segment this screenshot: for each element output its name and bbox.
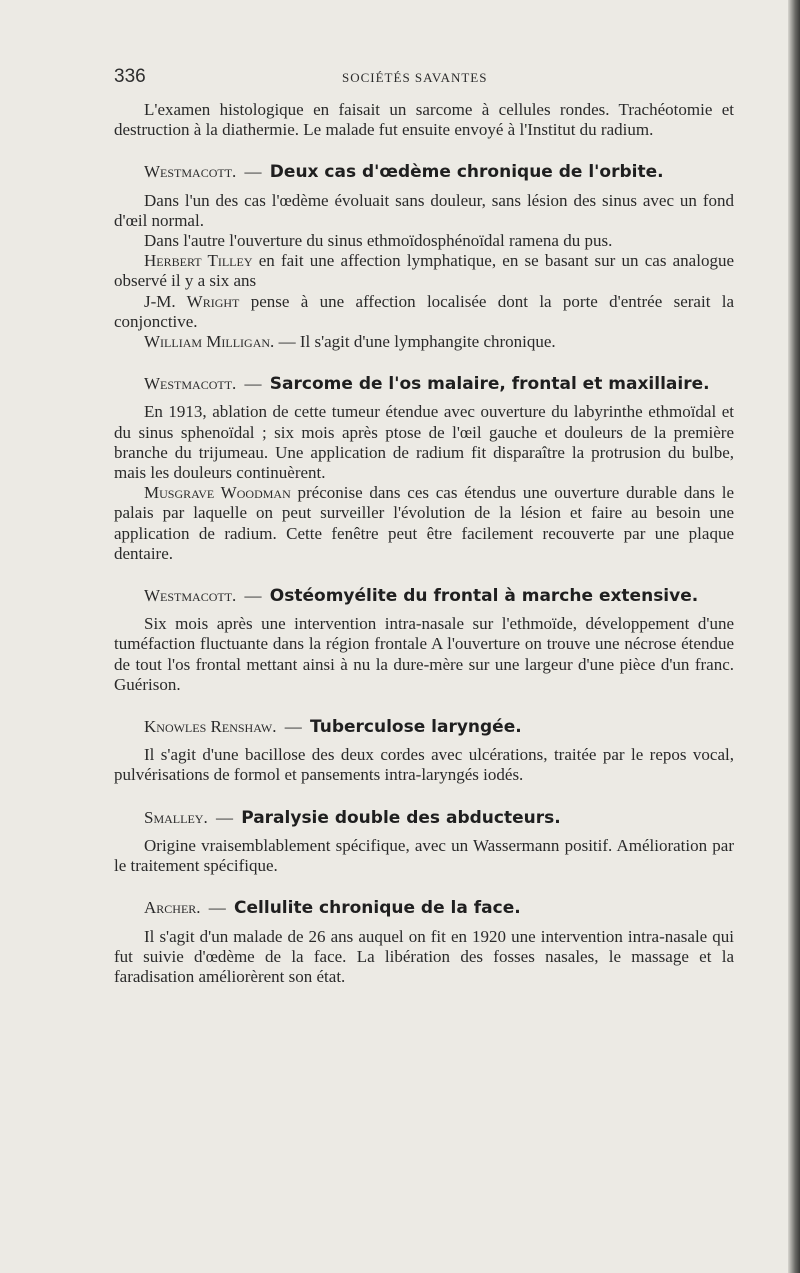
speaker-name: J-M. Wright (144, 291, 240, 311)
page-header (114, 66, 734, 90)
paragraph: En 1913, ablation de cette tumeur étendue avec ouverture du labyrinthe ethmoïdal et du sinus sphenoïdal ; six mois après ptose de l'œil gauche et douleurs de la première branche du trijumeau. Une application de radium fit disparaître la protrusion du bulbe, mais les douleurs continuèrent. (114, 402, 734, 483)
paragraph-text: en fait une affection lymphatique, en se basant sur un cas analogue observé il y a six ans (114, 251, 734, 291)
section-heading (114, 898, 734, 918)
section-author: Archer. (144, 898, 201, 918)
section-title: Deux cas d'œdème chronique de l'orbite. (269, 162, 664, 183)
page-number: 336 (114, 66, 146, 87)
speaker-name: Musgrave Woodman (144, 483, 291, 503)
section-heading (114, 586, 734, 606)
section-heading (114, 374, 734, 394)
paragraph: Il s'agit d'un malade de 26 ans auquel on fit en 1920 une intervention intra-nasale qui fut suivie d'œdème de la face. La libération des fosses nasales, le massage et la faradisation améliorèrent son état. (114, 926, 734, 986)
section-author: Westmacott. (144, 374, 237, 394)
paragraph: Origine vraisemblablement spécifique, avec un Wassermann positif. Amélioration par le traitement spécifique. (114, 835, 734, 876)
section-author: Westmacott. (144, 586, 237, 606)
section-author: Knowles Renshaw. (144, 717, 277, 737)
section-title: Paralysie double des abducteurs. (241, 807, 561, 828)
paragraph: Six mois après une intervention intra-nasale sur l'ethmoïde, développement d'une tuméfaction fluctuante dans la région frontale A l'ouverture on trouve une nécrose étendue de tout l'os frontal mettant ainsi à nu la dure-mère sur une largeur d'une pièce d'un franc. Guérison. (114, 614, 734, 694)
paragraph (114, 483, 734, 564)
intro-paragraph: L'examen histologique en faisait un sarcome à cellules rondes. Trachéotomie et destruction à la diathermie. Le malade fut ensuite envoyé à l'Institut du radium. (114, 100, 734, 140)
dash: — (215, 807, 233, 827)
dash: — (244, 162, 262, 182)
page-content (114, 100, 734, 987)
speaker-name: Herbert Tilley (144, 251, 253, 271)
section-title: Ostéomyélite du frontal à marche extensive. (269, 586, 699, 607)
paragraph-text: — Il s'agit d'une lymphangite chronique. (278, 332, 556, 352)
speaker-name: William Milligan. (144, 332, 275, 352)
dash: — (284, 717, 302, 737)
section-heading (114, 808, 734, 828)
section-author: Westmacott. (144, 162, 237, 182)
paragraph-text: préconise dans ces cas étendus une ouverture durable dans le palais par laquelle on peut surveiller l'évolution de la lésion et faire au besoin une application de radium. Cette fenêtre peut être facilement recouverte par une plaque dentaire. (114, 483, 735, 563)
dash: — (244, 586, 262, 606)
dash: — (244, 374, 262, 394)
page-edge-shadow (788, 0, 800, 1273)
section-title: Tuberculose laryngée. (309, 717, 522, 738)
paragraph (114, 251, 734, 291)
paragraph (114, 332, 734, 352)
section-author: Smalley. (144, 807, 208, 827)
dash: — (208, 898, 226, 918)
paragraph: Dans l'autre l'ouverture du sinus ethmoïdosphénoïdal ramena du pus. (144, 231, 613, 251)
paragraph: Dans l'un des cas l'œdème évoluait sans douleur, sans lésion des sinus avec un fond d'œil normal. (114, 190, 734, 230)
paragraph (114, 292, 734, 332)
section-heading (114, 162, 734, 182)
section-title: Cellulite chronique de la face. (234, 898, 521, 919)
paragraph: Il s'agit d'une bacillose des deux cordes avec ulcérations, traitée par le repos vocal, pulvérisations de formol et pansements intra-laryngés iodés. (114, 745, 734, 785)
running-title: SOCIÉTÉS SAVANTES (342, 70, 488, 85)
paragraph-text: pense à une affection localisée dont la porte d'entrée serait la conjonctive. (114, 291, 735, 331)
section-heading (114, 717, 734, 737)
section-title: Sarcome de l'os malaire, frontal et maxillaire. (269, 374, 710, 395)
